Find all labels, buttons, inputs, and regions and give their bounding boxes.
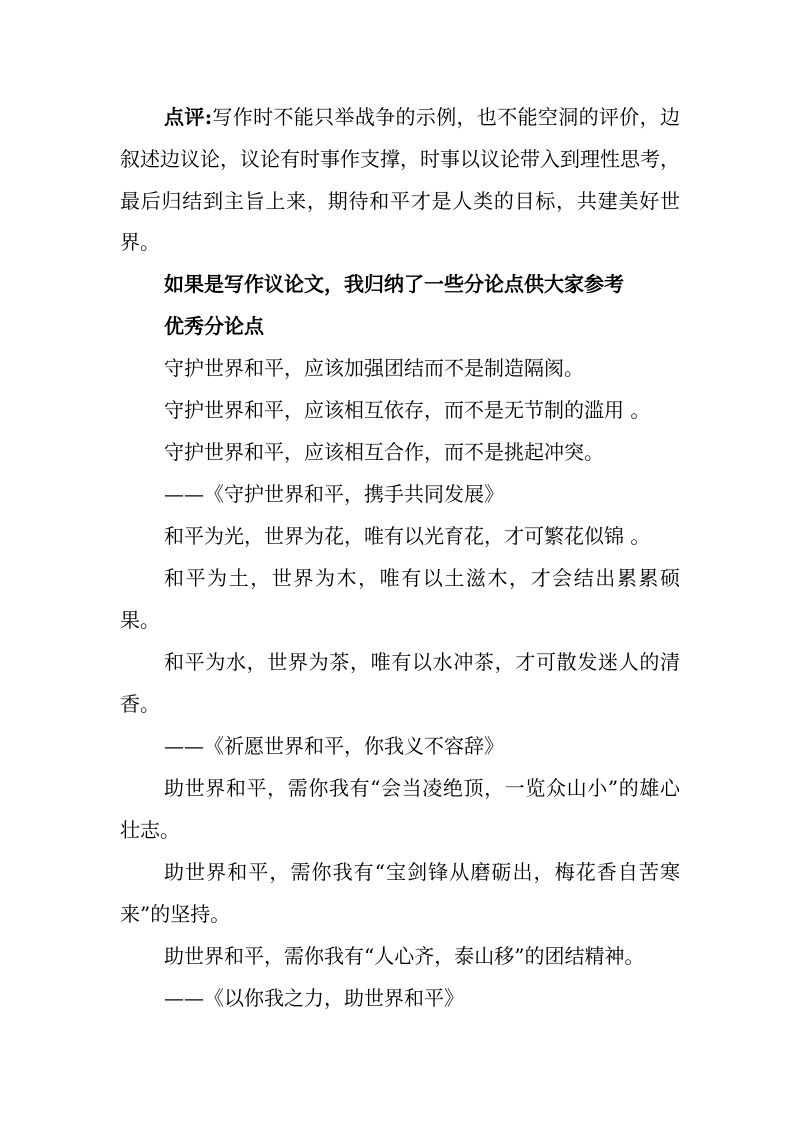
group-3-line-1: 助世界和平，需你我有“会当凌绝顶，一览众山小”的雄心壮志。 — [120, 776, 680, 842]
section-title: 优秀分论点 — [164, 314, 264, 338]
group-1-line-3: 守护世界和平，应该相互合作，而不是挑起冲突。 — [164, 440, 604, 464]
group-3-source: ——《以你我之力，助世界和平》 — [164, 986, 464, 1010]
group-1-line-1: 守护世界和平，应该加强团结而不是制造隔阂。 — [164, 356, 584, 380]
group-1-line-2: 守护世界和平，应该相互依存，而不是无节制的滥用 。 — [164, 398, 651, 422]
comment-paragraph — [120, 97, 680, 264]
group-2-line-2: 和平为土，世界为木，唯有以土滋木，才会结出累累硕果。 — [120, 566, 680, 632]
group-2-source: ——《祈愿世界和平，你我义不容辞》 — [164, 734, 504, 758]
comment-text: 写作时不能只举战争的示例，也不能空洞的评价，边叙述边议论，议论有时事作支撑，时事以议论带入到理性思考，最后归结到主旨上来，期待和平才是人类的目标，共建美好世界。 — [120, 105, 680, 255]
group-1-source: ——《守护世界和平，携手共同发展》 — [164, 482, 504, 506]
intro-line: 如果是写作议论文，我归纳了一些分论点供大家参考 — [164, 272, 624, 296]
group-2-line-3: 和平为水，世界为茶，唯有以水冲茶，才可散发迷人的清香。 — [120, 650, 680, 716]
group-3-line-3: 助世界和平，需你我有“人心齐，泰山移”的团结精神。 — [164, 944, 645, 968]
group-2-line-1: 和平为光，世界为花，唯有以光育花，才可繁花似锦 。 — [164, 524, 651, 548]
group-3-line-2: 助世界和平，需你我有“宝剑锋从磨砺出，梅花香自苦寒来”的坚持。 — [120, 860, 680, 926]
comment-label: 点评: — [164, 105, 213, 129]
